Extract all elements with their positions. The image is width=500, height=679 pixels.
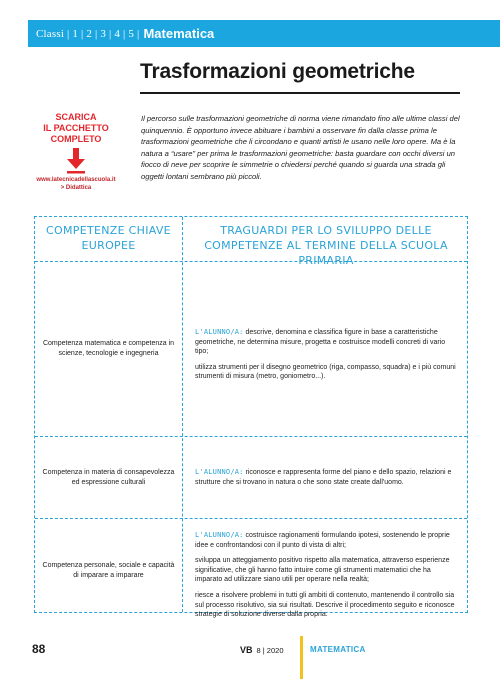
page-title: Trasformazioni geometriche	[140, 60, 415, 83]
alunno-label: L'ALUNNO/A:	[195, 468, 244, 476]
traguardo-text: descrive, denomina e classifica figure in base a caratteristiche geometriche, ne determina misure, progetta e costruisce modelli concreti di vario tipo;	[195, 329, 446, 356]
subject-label: Matematica	[143, 26, 215, 41]
download-url[interactable]: www.latecnicadellascuola.it > Didattica	[36, 177, 116, 191]
competence-table	[34, 216, 468, 619]
traguardi-cell-1	[195, 328, 457, 388]
column-header-traguardi: TRAGUARDI PER LO SVILUPPO DELLE COMPETENZE AL TERMINE DELLA SCUOLA PRIMARIA	[204, 224, 448, 267]
traguardo-text: riconosce e rappresenta forme del piano e dello spazio, relazioni e strutture che si trovano in natura o che sono state create dall'uomo.	[195, 469, 452, 486]
alunno-label: L'ALUNNO/A:	[195, 531, 244, 539]
traguardi-cell-3	[195, 531, 457, 626]
download-line-2: IL PACCHETTO	[43, 123, 109, 133]
column-header-competenze: COMPETENZE CHIAVE EUROPEE	[46, 224, 171, 252]
title-underline	[140, 92, 460, 94]
traguardo-text: utilizza strumenti per il disegno geometrico (riga, compasso, squadra) e i più comuni strumenti di misura (metro, goniometro...).	[195, 363, 456, 381]
classi-label: Classi | 1 | 2 | 3 | 4 | 5 |	[36, 27, 140, 40]
competenza-cell-2: Competenza in materia di consapevolezza ed espressione culturali	[42, 469, 175, 486]
download-arrow-icon	[65, 148, 87, 174]
header-bar	[28, 20, 500, 47]
traguardo-text: sviluppa un atteggiamento positivo rispetto alla matematica, attraverso esperienze significative, che gli hanno fatto intuire come gli strumenti matematici che ha imparato ad utilizzare siano utili per operare nella realtà;	[195, 557, 450, 584]
competenza-cell-1: Competenza matematica e competenza in scienze, tecnologie e ingegneria	[42, 340, 175, 357]
footer-accent-bar	[300, 636, 303, 679]
traguardo-text: costruisce ragionamenti formulando ipotesi, sostenendo le proprie idee e confrontandosi con il punto di vista di altri;	[195, 532, 450, 549]
download-link[interactable]	[36, 112, 116, 192]
row-divider-2	[35, 518, 467, 519]
row-divider-1	[35, 436, 467, 437]
traguardi-cell-2	[195, 468, 457, 493]
competenza-cell-3: Competenza personale, sociale e capacità di imparare a imparare	[42, 562, 175, 579]
magazine-logo: VB	[240, 645, 253, 655]
issue-info	[240, 645, 284, 655]
issue-number: 8 | 2020	[256, 645, 284, 655]
intro-paragraph: Il percorso sulle trasformazioni geometriche di norma viene rimandato fino alle ultime classi del quinquennio. È opportuno invece abituare i bambini a osservare fin dalla classe prima le trasformazioni geometriche che li circondano e quanti artisti le usano nelle loro opere. Ma è la natura a “usare” per prima le trasformazioni geometriche: basta guardare con occhi diversi un fiocco di neve per scoprire le simmetrie o chiedersi perché quando si guarda una strada gli oggetti lontani sembrano più piccoli.	[141, 114, 460, 181]
download-line-1: SCARICA	[55, 112, 97, 122]
traguardo-text: riesce a risolvere problemi in tutti gli ambiti di contenuto, mantenendo il controllo sia sul processo risolutivo, sia sui risultati. Descrive il procedimento seguito e riconosce strategie di soluzione diverse dalla propria.	[195, 591, 455, 619]
section-label: MATEMATICA	[310, 645, 366, 654]
download-line-3: COMPLETO	[50, 134, 102, 144]
alunno-label: L'ALUNNO/A:	[195, 328, 244, 336]
column-divider	[182, 217, 183, 612]
page-number: 88	[32, 642, 46, 656]
